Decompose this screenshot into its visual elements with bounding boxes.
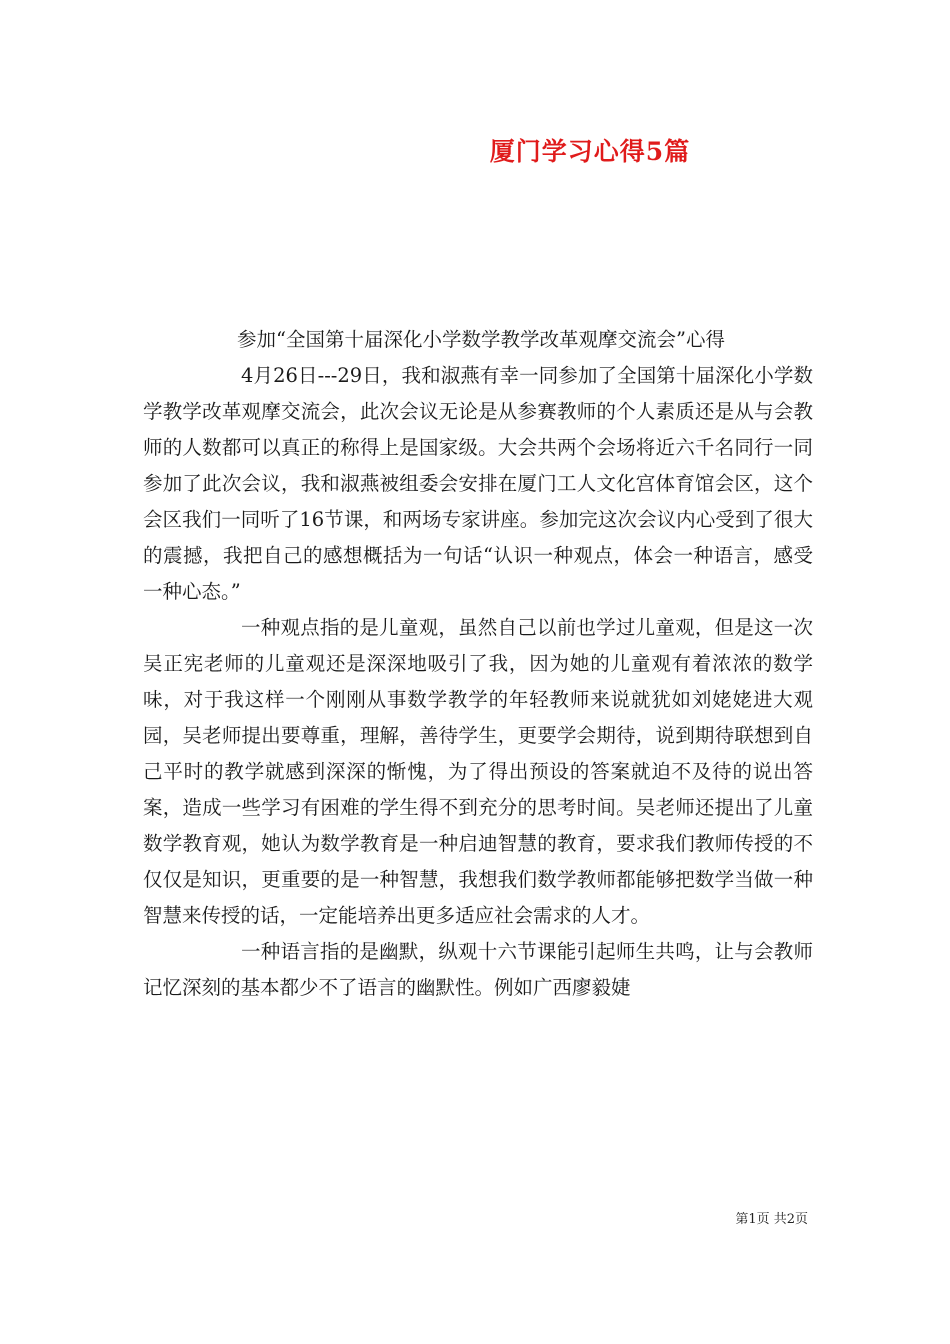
document-title: 厦门学习心得5篇	[489, 137, 691, 166]
section-heading: 参加“全国第十届深化小学数学教学改革观摩交流会”心得	[237, 328, 725, 351]
document-body	[143, 322, 813, 1006]
body-paragraph: 4月26日---29日，我和淑燕有幸一同参加了全国第十届深化小学数学教学改革观摩交流会，此次会议无论是从参赛教师的个人素质还是从与会教师的人数都可以真正的称得上是国家级。大会共两个会场将近六千名同行一同参加了此次会议，我和淑燕被组委会安排在厦门工人文化宫体育馆会区，这个会区我们一同听了16节课，和两场专家讲座。参加完这次会议内心受到了很大的震撼，我把自己的感想概括为一句话“认识一种观点，体会一种语言，感受一种心态。”	[143, 364, 813, 603]
body-paragraph: 一种语言指的是幽默，纵观十六节课能引起师生共鸣，让与会教师记忆深刻的基本都少不了语言的幽默性。例如广西廖毅婕	[143, 940, 813, 999]
body-paragraph: 一种观点指的是儿童观，虽然自己以前也学过儿童观，但是这一次吴正宪老师的儿童观还是深深地吸引了我，因为她的儿童观有着浓浓的数学味，对于我这样一个刚刚从事数学教学的年轻教师来说就犹如刘姥姥进大观园，吴老师提出要尊重，理解，善待学生，更要学会期待，说到期待联想到自己平时的教学就感到深深的惭愧，为了得出预设的答案就迫不及待的说出答案，造成一些学习有困难的学生得不到充分的思考时间。吴老师还提出了儿童数学教育观，她认为数学教育是一种启迪智慧的教育，要求我们教师传授的不仅仅是知识，更重要的是一种智慧，我想我们数学教师都能够把数学当做一种智慧来传授的话，一定能培养出更多适应社会需求的人才。	[143, 616, 813, 927]
page-number-footer: 第1页 共2页	[735, 1212, 808, 1227]
